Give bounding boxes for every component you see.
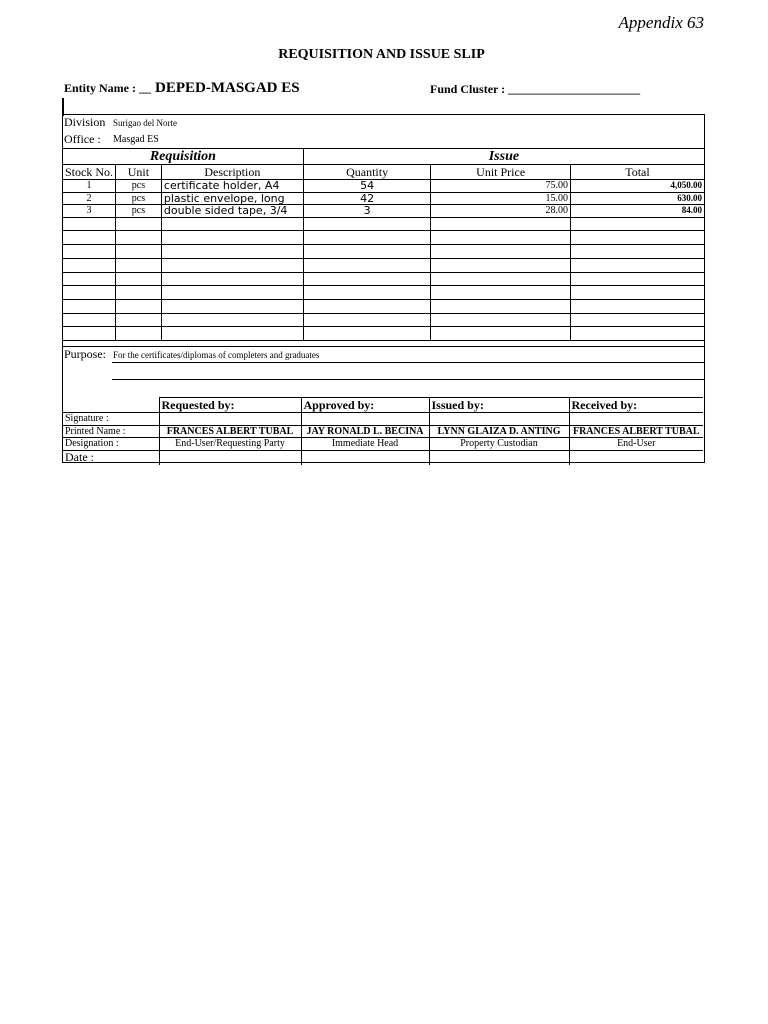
- description-cell: plastic envelope, long: [161, 192, 303, 205]
- col-quantity: Quantity: [303, 165, 431, 180]
- empty-row: [63, 286, 704, 300]
- issue-header: Issue: [303, 149, 704, 165]
- requisition-header: Requisition: [63, 149, 303, 165]
- unit-price-cell: 75.00: [431, 180, 571, 193]
- unit-cell: pcs: [116, 180, 162, 193]
- form-title: REQUISITION AND ISSUE SLIP: [278, 47, 485, 62]
- signatory-table: [63, 397, 703, 465]
- fund-cluster: Fund Cluster : ______________________: [430, 82, 641, 96]
- received-by-header: Received by:: [569, 398, 703, 413]
- section-header-row: [63, 149, 704, 165]
- col-description: Description: [161, 165, 303, 180]
- stock-no-cell: 1: [63, 180, 116, 193]
- printed-name-label: Printed Name :: [63, 425, 159, 438]
- signature-label: Signature :: [63, 413, 159, 426]
- empty-row: [63, 217, 704, 231]
- appendix-label: Appendix 63: [618, 13, 704, 32]
- approved-by-header: Approved by:: [301, 398, 429, 413]
- purpose-label: Purpose:: [64, 347, 106, 361]
- unit-price-cell: 15.00: [431, 192, 571, 205]
- unit-price-cell: 28.00: [431, 205, 571, 218]
- quantity-cell: 42: [303, 192, 431, 205]
- table-row: [63, 192, 704, 205]
- approved-by-name: JAY RONALD L. BECINA: [301, 425, 429, 438]
- empty-row: [63, 327, 704, 341]
- purpose-line-2: [112, 379, 704, 380]
- date-row: [63, 450, 703, 465]
- column-header-row: [63, 165, 704, 180]
- empty-row: [63, 299, 704, 313]
- office-label: Office :: [64, 132, 101, 146]
- office-value: Masgad ES: [113, 134, 159, 145]
- purpose-text: For the certificates/diplomas of completers and graduates: [113, 350, 320, 360]
- entity-name-value: DEPED-MASGAD ES: [155, 80, 300, 96]
- empty-row: [63, 231, 704, 245]
- requested-by-name: FRANCES ALBERT TUBAL: [159, 425, 301, 438]
- entity-name: [64, 80, 300, 97]
- col-stock-no: Stock No.: [63, 165, 116, 180]
- signature-row: [63, 413, 703, 426]
- stock-no-cell: 2: [63, 192, 116, 205]
- issued-by-designation: Property Custodian: [429, 438, 569, 451]
- division-value: Surigao del Norte: [113, 118, 177, 128]
- total-cell: 4,050.00: [570, 180, 704, 193]
- requisition-form: [62, 114, 705, 463]
- col-unit-price: Unit Price: [431, 165, 571, 180]
- empty-row: [63, 272, 704, 286]
- designation-label: Designation :: [63, 438, 159, 451]
- col-unit: Unit: [116, 165, 162, 180]
- purpose-top-line: [63, 346, 704, 347]
- date-label: Date :: [63, 450, 159, 465]
- empty-row: [63, 245, 704, 259]
- table-row: [63, 180, 704, 193]
- unit-cell: pcs: [116, 205, 162, 218]
- issued-by-header: Issued by:: [429, 398, 569, 413]
- received-by-designation: End-User: [569, 438, 703, 451]
- stock-no-cell: 3: [63, 205, 116, 218]
- issued-by-name: LYNN GLAIZA D. ANTING: [429, 425, 569, 438]
- printed-name-row: [63, 425, 703, 438]
- empty-row: [63, 258, 704, 272]
- description-cell: double sided tape, 3/4: [161, 205, 303, 218]
- table-row: [63, 205, 704, 218]
- division-label: Division: [64, 115, 106, 129]
- designation-row: [63, 438, 703, 451]
- requested-by-header: Requested by:: [159, 398, 301, 413]
- empty-row: [63, 313, 704, 327]
- quantity-cell: 54: [303, 180, 431, 193]
- approved-by-designation: Immediate Head: [301, 438, 429, 451]
- col-total: Total: [570, 165, 704, 180]
- unit-cell: pcs: [116, 192, 162, 205]
- requested-by-designation: End-User/Requesting Party: [159, 438, 301, 451]
- signatory-header-row: [63, 398, 703, 413]
- description-cell: certificate holder, A4: [161, 180, 303, 193]
- received-by-name: FRANCES ALBERT TUBAL: [569, 425, 703, 438]
- quantity-cell: 3: [303, 205, 431, 218]
- total-cell: 630.00: [570, 192, 704, 205]
- total-cell: 84.00: [570, 205, 704, 218]
- entity-name-label: Entity Name : __: [64, 81, 151, 95]
- items-table: [63, 148, 704, 341]
- blank-cell: [63, 398, 159, 413]
- purpose-line-1: [112, 362, 704, 363]
